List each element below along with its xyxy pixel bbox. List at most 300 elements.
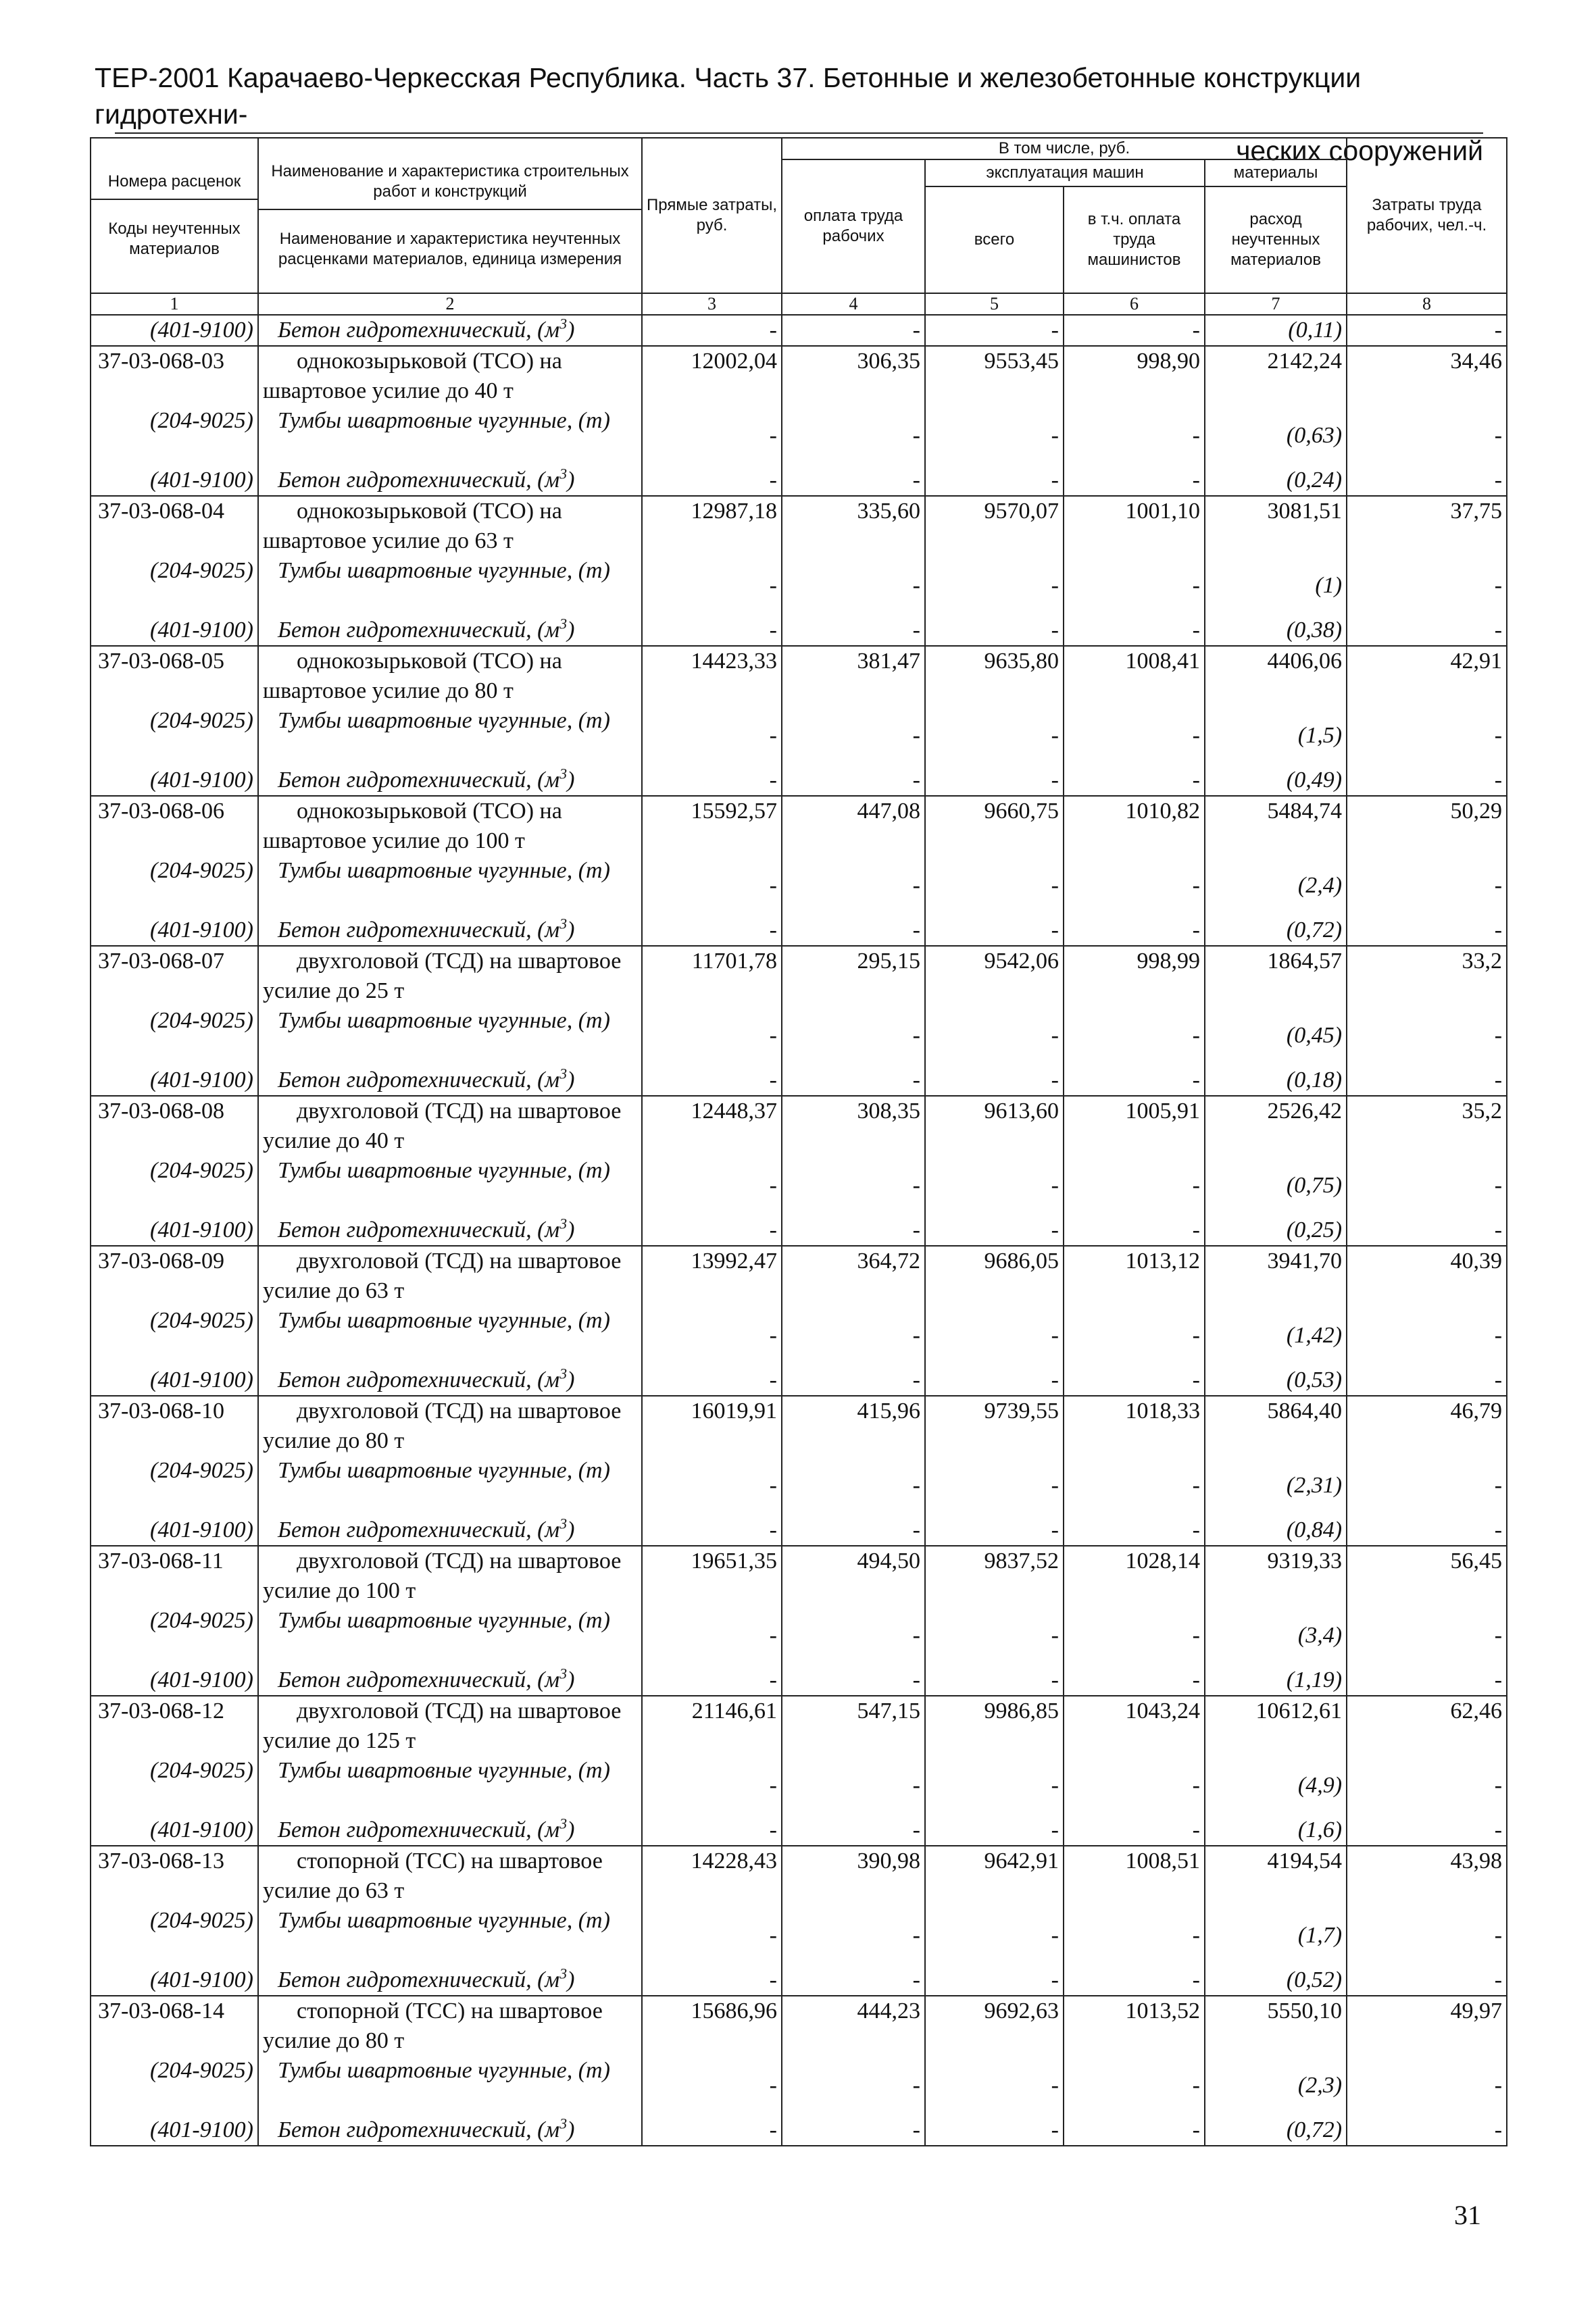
column-number: 7	[1205, 293, 1347, 315]
material-row	[91, 1815, 1507, 1846]
rate-code: 37-03-068-12	[91, 1696, 258, 1756]
machines-value: 9660,75	[925, 796, 1064, 856]
material-row	[91, 856, 1507, 915]
machines-value: 9986,85	[925, 1696, 1064, 1756]
material-code: (401-9100)	[91, 615, 258, 646]
rate-name: двухголовой (ТСД) на швартовое усилие до 63 т	[258, 1246, 642, 1306]
page-number: 31	[1454, 2200, 1481, 2230]
direct-costs-value: -	[642, 1456, 782, 1515]
header-work-name	[258, 138, 642, 293]
direct-costs-value: 14228,43	[642, 1846, 782, 1906]
wages-value: -	[782, 315, 925, 346]
direct-costs-value: -	[642, 2056, 782, 2115]
header-direct-costs: Прямые затраты, руб.	[642, 138, 782, 293]
rate-row	[91, 796, 1507, 856]
machines-value: 9613,60	[925, 1096, 1064, 1156]
column-number: 8	[1347, 293, 1507, 315]
labor-value: -	[1347, 1306, 1507, 1365]
material-code: (204-9025)	[91, 1606, 258, 1665]
rate-row	[91, 346, 1507, 406]
machines-value: 9542,06	[925, 946, 1064, 1006]
material-name: Бетон гидротехнический, $(м^3)$	[258, 1665, 642, 1696]
direct-costs-value: 14423,33	[642, 646, 782, 706]
material-consumption-value: (0,38)	[1205, 615, 1347, 646]
material-code: (204-9025)	[91, 406, 258, 466]
material-name: Тумбы швартовные чугунные, (т)	[258, 706, 642, 765]
material-code: (204-9025)	[91, 856, 258, 915]
machines-value: -	[925, 706, 1064, 765]
materials-value: 9319,33	[1205, 1546, 1347, 1606]
material-name: Тумбы швартовные чугунные, (т)	[258, 2056, 642, 2115]
material-name: Бетон гидротехнический, $(м^3)$	[258, 1515, 642, 1546]
material-name: Тумбы швартовные чугунные, (т)	[258, 856, 642, 915]
wages-value: -	[782, 915, 925, 946]
labor-value: -	[1347, 1006, 1507, 1065]
machines-value: -	[925, 1606, 1064, 1665]
material-consumption-value: (0,11)	[1205, 315, 1347, 346]
wages-value: -	[782, 2056, 925, 2115]
direct-costs-value: -	[642, 856, 782, 915]
rate-name: стопорной (ТСС) на швартовое усилие до 80 т	[258, 1996, 642, 2056]
labor-value: 34,46	[1347, 346, 1507, 406]
labor-value: -	[1347, 1065, 1507, 1096]
operators-value: -	[1064, 915, 1205, 946]
material-row	[91, 1365, 1507, 1396]
labor-value: -	[1347, 556, 1507, 615]
material-consumption-value: (0,49)	[1205, 765, 1347, 796]
material-code: (204-9025)	[91, 1156, 258, 1215]
machines-value: -	[925, 1065, 1064, 1096]
column-number: 5	[925, 293, 1064, 315]
material-name: Бетон гидротехнический, $(м^3)$	[258, 765, 642, 796]
machines-value: -	[925, 1815, 1064, 1846]
operators-value: -	[1064, 2056, 1205, 2115]
machines-value: -	[925, 1756, 1064, 1815]
labor-value: -	[1347, 1365, 1507, 1396]
labor-value: 46,79	[1347, 1396, 1507, 1456]
rate-row	[91, 496, 1507, 556]
machines-value: -	[925, 556, 1064, 615]
machines-value: -	[925, 2115, 1064, 2146]
material-consumption-value: (1,5)	[1205, 706, 1347, 765]
column-number: 3	[642, 293, 782, 315]
wages-value: 335,60	[782, 496, 925, 556]
material-code: (204-9025)	[91, 2056, 258, 2115]
labor-value: -	[1347, 1965, 1507, 1996]
direct-costs-value: -	[642, 1215, 782, 1246]
direct-costs-value: 21146,61	[642, 1696, 782, 1756]
material-consumption-value: (0,72)	[1205, 915, 1347, 946]
column-numbers-row	[91, 293, 1507, 315]
material-row	[91, 1906, 1507, 1965]
wages-value: -	[782, 1815, 925, 1846]
rate-row	[91, 1096, 1507, 1156]
machines-value: -	[925, 406, 1064, 466]
labor-value: -	[1347, 1515, 1507, 1546]
labor-value: -	[1347, 466, 1507, 496]
rate-name: двухголовой (ТСД) на швартовое усилие до 80 т	[258, 1396, 642, 1456]
wages-value: -	[782, 1215, 925, 1246]
material-code: (401-9100)	[91, 1215, 258, 1246]
material-name: Тумбы швартовные чугунные, (т)	[258, 1906, 642, 1965]
rate-name: однокозырьковой (ТСО) на швартовое усилие до 100 т	[258, 796, 642, 856]
wages-value: -	[782, 466, 925, 496]
material-consumption-value: (0,63)	[1205, 406, 1347, 466]
labor-value: 40,39	[1347, 1246, 1507, 1306]
wages-value: 390,98	[782, 1846, 925, 1906]
header-material-name-label: Наименование и характеристика неучтенных расценками материалов, единица измерения	[259, 209, 641, 270]
wages-value: -	[782, 856, 925, 915]
material-row	[91, 765, 1507, 796]
machines-value: -	[925, 1215, 1064, 1246]
machines-value: -	[925, 1306, 1064, 1365]
machines-value: 9837,52	[925, 1546, 1064, 1606]
material-consumption-value: (3,4)	[1205, 1606, 1347, 1665]
operators-value: -	[1064, 315, 1205, 346]
wages-value: 415,96	[782, 1396, 925, 1456]
material-code: (401-9100)	[91, 1665, 258, 1696]
operators-value: -	[1064, 2115, 1205, 2146]
operators-value: 1008,51	[1064, 1846, 1205, 1906]
material-row	[91, 556, 1507, 615]
material-name: Бетон гидротехнический, $(м^3)$	[258, 1065, 642, 1096]
machines-value: 9642,91	[925, 1846, 1064, 1906]
material-row	[91, 1306, 1507, 1365]
operators-value: -	[1064, 1006, 1205, 1065]
machines-value: -	[925, 615, 1064, 646]
labor-value: -	[1347, 1606, 1507, 1665]
header-divider	[115, 132, 1483, 134]
wages-value: -	[782, 615, 925, 646]
material-consumption-value: (0,75)	[1205, 1156, 1347, 1215]
direct-costs-value: -	[642, 615, 782, 646]
direct-costs-value: -	[642, 706, 782, 765]
direct-costs-value: 19651,35	[642, 1546, 782, 1606]
labor-value: 49,97	[1347, 1996, 1507, 2056]
materials-value: 5484,74	[1205, 796, 1347, 856]
labor-value: -	[1347, 915, 1507, 946]
header-labor-costs: Затраты труда рабочих, чел.-ч.	[1347, 138, 1507, 293]
material-consumption-value: (0,53)	[1205, 1365, 1347, 1396]
wages-value: -	[782, 1606, 925, 1665]
document-title: ТЕР-2001 Карачаево-Черкесская Республика. Часть 37. Бетонные и железобетонные конструкции гидротехни-	[95, 62, 1362, 130]
wages-value: -	[782, 1306, 925, 1365]
material-row	[91, 1006, 1507, 1065]
material-row	[91, 915, 1507, 946]
materials-value: 1864,57	[1205, 946, 1347, 1006]
wages-value: -	[782, 1906, 925, 1965]
material-code: (401-9100)	[91, 315, 258, 346]
material-consumption-value: (2,4)	[1205, 856, 1347, 915]
direct-costs-value: 15686,96	[642, 1996, 782, 2056]
material-name: Тумбы швартовные чугунные, (т)	[258, 1156, 642, 1215]
wages-value: -	[782, 556, 925, 615]
labor-value: -	[1347, 1665, 1507, 1696]
operators-value: -	[1064, 1215, 1205, 1246]
direct-costs-value: -	[642, 1906, 782, 1965]
material-code: (204-9025)	[91, 556, 258, 615]
machines-value: 9739,55	[925, 1396, 1064, 1456]
header-materials: материалы	[1205, 159, 1347, 186]
materials-value: 5550,10	[1205, 1996, 1347, 2056]
rate-code: 37-03-068-03	[91, 346, 258, 406]
header-rate-numbers	[91, 138, 258, 293]
header-rate-numbers-label: Номера расценок	[107, 172, 241, 191]
wages-value: -	[782, 1456, 925, 1515]
wages-value: 306,35	[782, 346, 925, 406]
machines-value: -	[925, 856, 1064, 915]
material-row	[91, 406, 1507, 466]
rate-row	[91, 1696, 1507, 1756]
header-unaccounted-materials: расход неучтенных материалов	[1205, 186, 1347, 293]
labor-value: -	[1347, 706, 1507, 765]
material-code: (401-9100)	[91, 1515, 258, 1546]
operators-value: -	[1064, 706, 1205, 765]
wages-value: -	[782, 1756, 925, 1815]
operators-value: 1010,82	[1064, 796, 1205, 856]
material-code: (401-9100)	[91, 1365, 258, 1396]
labor-value: 43,98	[1347, 1846, 1507, 1906]
direct-costs-value: -	[642, 406, 782, 466]
wages-value: 295,15	[782, 946, 925, 1006]
rate-code: 37-03-068-05	[91, 646, 258, 706]
material-consumption-value: (2,31)	[1205, 1456, 1347, 1515]
column-number: 4	[782, 293, 925, 315]
material-row	[91, 1665, 1507, 1696]
labor-value: 37,75	[1347, 496, 1507, 556]
labor-value: 42,91	[1347, 646, 1507, 706]
labor-value: -	[1347, 2115, 1507, 2146]
rate-name: двухголовой (ТСД) на швартовое усилие до 25 т	[258, 946, 642, 1006]
wages-value: 308,35	[782, 1096, 925, 1156]
operators-value: 998,99	[1064, 946, 1205, 1006]
direct-costs-value: -	[642, 1156, 782, 1215]
operators-value: -	[1064, 1306, 1205, 1365]
material-consumption-value: (2,3)	[1205, 2056, 1347, 2115]
direct-costs-value: -	[642, 1515, 782, 1546]
machines-value: 9553,45	[925, 346, 1064, 406]
header-machines-total: всего	[925, 186, 1064, 293]
material-code: (204-9025)	[91, 1306, 258, 1365]
labor-value: -	[1347, 615, 1507, 646]
direct-costs-value: -	[642, 765, 782, 796]
operators-value: -	[1064, 765, 1205, 796]
rate-row	[91, 1546, 1507, 1606]
wages-value: -	[782, 1365, 925, 1396]
rate-name: стопорной (ТСС) на швартовое усилие до 63 т	[258, 1846, 642, 1906]
rate-name: двухголовой (ТСД) на швартовое усилие до 40 т	[258, 1096, 642, 1156]
labor-value: -	[1347, 1815, 1507, 1846]
material-row	[91, 1456, 1507, 1515]
operators-value: -	[1064, 615, 1205, 646]
material-code: (401-9100)	[91, 765, 258, 796]
operators-value: -	[1064, 1065, 1205, 1096]
wages-value: 547,15	[782, 1696, 925, 1756]
table-row	[91, 315, 1507, 346]
material-code: (204-9025)	[91, 1756, 258, 1815]
material-name: Бетон гидротехнический, $(м^3)$	[258, 915, 642, 946]
material-code: (204-9025)	[91, 1456, 258, 1515]
materials-value: 5864,40	[1205, 1396, 1347, 1456]
operators-value: -	[1064, 1906, 1205, 1965]
material-consumption-value: (0,18)	[1205, 1065, 1347, 1096]
operators-value: 1043,24	[1064, 1696, 1205, 1756]
material-name: Бетон гидротехнический, $(м^3)$	[258, 1815, 642, 1846]
rate-row	[91, 1246, 1507, 1306]
machines-value: -	[925, 1906, 1064, 1965]
table-body	[91, 315, 1507, 2146]
wages-value: 444,23	[782, 1996, 925, 2056]
machines-value: -	[925, 1006, 1064, 1065]
labor-value: -	[1347, 315, 1507, 346]
material-name: Бетон гидротехнический, $(м^3)$	[258, 1365, 642, 1396]
rate-row	[91, 1396, 1507, 1456]
wages-value: -	[782, 765, 925, 796]
machines-value: -	[925, 315, 1064, 346]
machines-value: -	[925, 1156, 1064, 1215]
machines-value: -	[925, 765, 1064, 796]
material-consumption-value: (1,7)	[1205, 1906, 1347, 1965]
wages-value: -	[782, 1156, 925, 1215]
material-name: Тумбы швартовные чугунные, (т)	[258, 406, 642, 466]
machines-value: 9692,63	[925, 1996, 1064, 2056]
rates-table	[90, 137, 1507, 2146]
material-name: Тумбы швартовные чугунные, (т)	[258, 1306, 642, 1365]
materials-value: 2526,42	[1205, 1096, 1347, 1156]
wages-value: -	[782, 406, 925, 466]
wages-value: -	[782, 1065, 925, 1096]
labor-value: -	[1347, 1456, 1507, 1515]
machines-value: 9570,07	[925, 496, 1064, 556]
labor-value: -	[1347, 856, 1507, 915]
operators-value: -	[1064, 466, 1205, 496]
material-consumption-value: (1)	[1205, 556, 1347, 615]
material-row	[91, 1606, 1507, 1665]
material-name: Тумбы швартовные чугунные, (т)	[258, 1006, 642, 1065]
direct-costs-value: 12448,37	[642, 1096, 782, 1156]
labor-value: 33,2	[1347, 946, 1507, 1006]
direct-costs-value: -	[642, 1006, 782, 1065]
direct-costs-value: -	[642, 1606, 782, 1665]
machines-value: 9635,80	[925, 646, 1064, 706]
operators-value: 1013,12	[1064, 1246, 1205, 1306]
material-consumption-value: (1,19)	[1205, 1665, 1347, 1696]
direct-costs-value: 15592,57	[642, 796, 782, 856]
wages-value: -	[782, 706, 925, 765]
materials-value: 2142,24	[1205, 346, 1347, 406]
materials-value: 4406,06	[1205, 646, 1347, 706]
material-consumption-value: (1,42)	[1205, 1306, 1347, 1365]
operators-value: -	[1064, 1756, 1205, 1815]
header-workers-wages: оплата труда рабочих	[782, 159, 925, 293]
direct-costs-value: -	[642, 1065, 782, 1096]
labor-value: -	[1347, 765, 1507, 796]
rate-code: 37-03-068-09	[91, 1246, 258, 1306]
material-row	[91, 1756, 1507, 1815]
labor-value: 50,29	[1347, 796, 1507, 856]
material-row	[91, 706, 1507, 765]
header-including: В том числе, руб.	[782, 138, 1347, 159]
wages-value: -	[782, 1665, 925, 1696]
rate-code: 37-03-068-11	[91, 1546, 258, 1606]
material-code: (204-9025)	[91, 1906, 258, 1965]
direct-costs-value: -	[642, 1756, 782, 1815]
material-row	[91, 615, 1507, 646]
machines-value: -	[925, 2056, 1064, 2115]
wages-value: 364,72	[782, 1246, 925, 1306]
rate-code: 37-03-068-14	[91, 1996, 258, 2056]
materials-value: 3081,51	[1205, 496, 1347, 556]
material-name: Тумбы швартовные чугунные, (т)	[258, 556, 642, 615]
rate-name: однокозырьковой (ТСО) на швартовое усилие до 80 т	[258, 646, 642, 706]
labor-value: -	[1347, 1906, 1507, 1965]
labor-value: -	[1347, 406, 1507, 466]
material-consumption-value: (0,52)	[1205, 1965, 1347, 1996]
material-name: Бетон гидротехнический, $(м^3)$	[258, 1965, 642, 1996]
machines-value: -	[925, 1515, 1064, 1546]
wages-value: -	[782, 1965, 925, 1996]
machines-value: -	[925, 915, 1064, 946]
operators-value: 1028,14	[1064, 1546, 1205, 1606]
direct-costs-value: -	[642, 915, 782, 946]
material-name: Бетон гидротехнический, $(м^3)$	[258, 466, 642, 496]
rate-name: двухголовой (ТСД) на швартовое усилие до 125 т	[258, 1696, 642, 1756]
labor-value: 56,45	[1347, 1546, 1507, 1606]
material-name: Тумбы швартовные чугунные, (т)	[258, 1606, 642, 1665]
direct-costs-value: 12987,18	[642, 496, 782, 556]
material-code: (204-9025)	[91, 1006, 258, 1065]
material-consumption-value: (0,45)	[1205, 1006, 1347, 1065]
material-row	[91, 1156, 1507, 1215]
rate-code: 37-03-068-04	[91, 496, 258, 556]
material-row	[91, 1515, 1507, 1546]
direct-costs-value: -	[642, 1665, 782, 1696]
direct-costs-value: -	[642, 2115, 782, 2146]
material-row	[91, 1065, 1507, 1096]
operators-value: -	[1064, 1515, 1205, 1546]
material-code: (401-9100)	[91, 466, 258, 496]
operators-value: -	[1064, 1665, 1205, 1696]
material-name: Бетон гидротехнический, $(м^3)$	[258, 315, 642, 346]
direct-costs-value: -	[642, 315, 782, 346]
machines-value: -	[925, 466, 1064, 496]
wages-value: -	[782, 1006, 925, 1065]
operators-value: -	[1064, 556, 1205, 615]
material-row	[91, 466, 1507, 496]
labor-value: -	[1347, 1156, 1507, 1215]
direct-costs-value: 11701,78	[642, 946, 782, 1006]
direct-costs-value: 13992,47	[642, 1246, 782, 1306]
labor-value: -	[1347, 1215, 1507, 1246]
wages-value: 381,47	[782, 646, 925, 706]
machines-value: -	[925, 1965, 1064, 1996]
labor-value: -	[1347, 2056, 1507, 2115]
material-consumption-value: (4,9)	[1205, 1756, 1347, 1815]
labor-value: -	[1347, 1756, 1507, 1815]
wages-value: -	[782, 2115, 925, 2146]
direct-costs-value: -	[642, 1965, 782, 1996]
operators-value: 1001,10	[1064, 496, 1205, 556]
rate-row	[91, 646, 1507, 706]
material-consumption-value: (0,24)	[1205, 466, 1347, 496]
material-consumption-value: (0,84)	[1205, 1515, 1347, 1546]
operators-value: -	[1064, 1156, 1205, 1215]
operators-value: -	[1064, 1365, 1205, 1396]
direct-costs-value: -	[642, 1306, 782, 1365]
material-name: Бетон гидротехнический, $(м^3)$	[258, 1215, 642, 1246]
material-code: (401-9100)	[91, 1965, 258, 1996]
material-name: Тумбы швартовные чугунные, (т)	[258, 1456, 642, 1515]
